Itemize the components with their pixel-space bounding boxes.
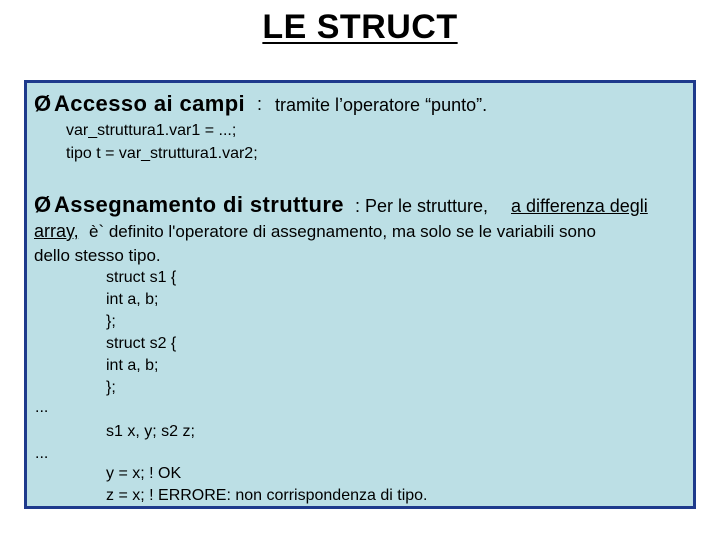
section-text-line: dello stesso tipo. bbox=[34, 246, 161, 265]
code-line: var_struttura1.var1 = ...; bbox=[66, 122, 237, 139]
arrow-bullet-icon: Ø bbox=[34, 192, 52, 217]
underlined-text: array, bbox=[34, 221, 79, 241]
section-text-accesso: tramite l’operatore “punto”. bbox=[275, 95, 488, 115]
section-heading-accesso: Accesso ai campi bbox=[54, 91, 246, 116]
code-line: struct s1 { bbox=[106, 269, 177, 286]
section-text-assegnamento: : Per le strutture, bbox=[355, 196, 489, 216]
arrow-bullet-icon: Ø bbox=[34, 91, 52, 116]
ellipsis: ... bbox=[35, 399, 49, 416]
section-heading-colon: : bbox=[257, 94, 263, 114]
code-line: s1 x, y; s2 z; bbox=[106, 423, 195, 440]
code-line: int a, b; bbox=[106, 357, 159, 374]
code-line: struct s2 { bbox=[106, 335, 177, 352]
underlined-text: a differenza degli bbox=[511, 196, 648, 216]
section-heading-assegnamento: Assegnamento di strutture bbox=[54, 192, 344, 217]
code-line: }; bbox=[106, 313, 116, 330]
code-line: y = x; ! OK bbox=[106, 465, 182, 482]
code-line: tipo t = var_struttura1.var2; bbox=[66, 145, 258, 162]
slide-title: LE STRUCT bbox=[262, 8, 458, 46]
code-line: }; bbox=[106, 379, 116, 396]
ellipsis: ... bbox=[35, 445, 49, 462]
content-panel bbox=[24, 80, 696, 509]
section-text-line: è` definito l'operatore di assegnamento, ma solo se le variabili sono bbox=[89, 222, 596, 241]
code-line: int a, b; bbox=[106, 291, 159, 308]
code-line: z = x; ! ERRORE: non corrispondenza di tipo. bbox=[106, 487, 428, 504]
